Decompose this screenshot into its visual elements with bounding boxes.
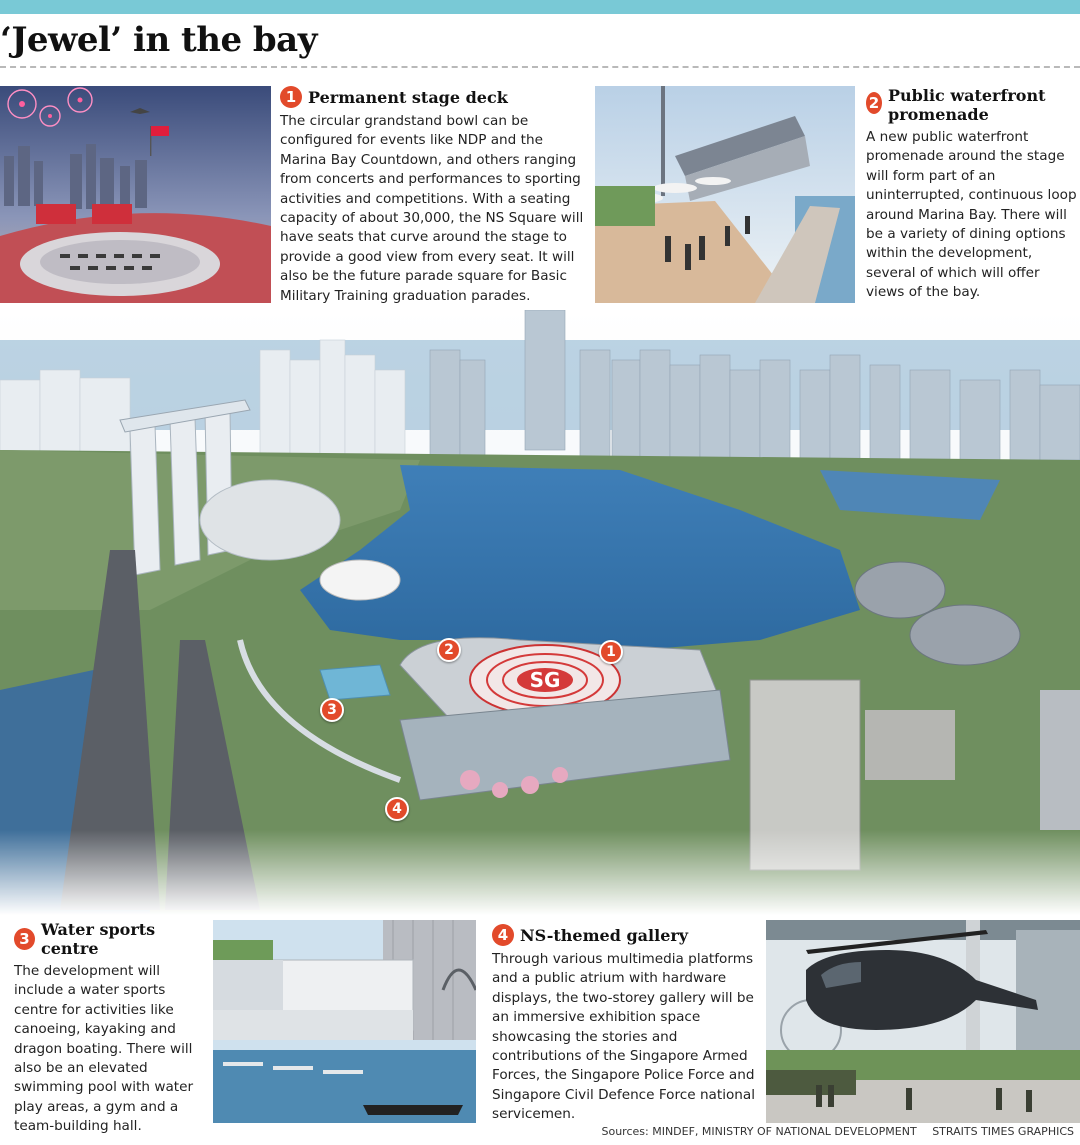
heading-water-sports: Water sports centre (40, 920, 156, 958)
water-sports-photo (213, 920, 476, 1123)
page-title: ‘Jewel’ in the bay (0, 20, 317, 60)
source-credit (602, 1125, 1075, 1138)
title-divider (0, 66, 1080, 68)
number-badge: 4 (492, 924, 514, 946)
ns-gallery-photo (766, 920, 1080, 1123)
top-accent-bar (0, 0, 1080, 14)
text-water-sports: The development will include a water sports centre for activities like canoeing, kayaking and dragon boating. There will also be an elevated swimming pool with water play areas, a gym and a team-building hall. (14, 963, 194, 1135)
aerial-map (0, 310, 1080, 915)
number-badge: 1 (280, 86, 302, 108)
heading-stage-deck: Permanent stage deck (308, 87, 508, 107)
heading-ns-gallery: NS-themed gallery (520, 925, 689, 945)
text-promenade: A new public waterfront promenade around the stage will form part of an uninterrupted, continuous loop around Marina Bay. There will be a variety of dining options within the development, several of which will offer views of the bay. (866, 129, 1077, 301)
map-marker-3: 3 (320, 698, 344, 722)
map-marker-2: 2 (437, 638, 461, 662)
stage-logo-text: SG (529, 668, 561, 692)
number-badge: 3 (14, 928, 35, 950)
number-badge: 2 (866, 92, 882, 114)
text-stage-deck: The circular grandstand bowl can be configured for events like NDP and the Marina Bay Countdown, and others ranging from concerts and performances to sporting activities and competitions. With a seating capacity of about 30,000, the NS Square will have seats that curve around the stage to provide a good view from every seat. It will also be the future parade square for Basic Military Training graduation parades. (280, 113, 584, 304)
caption-water-sports (14, 920, 210, 1137)
map-marker-4: 4 (385, 797, 409, 821)
graphics-credit: STRAITS TIMES GRAPHICS (932, 1125, 1074, 1138)
text-ns-gallery: Through various multimedia platforms and a public atrium with hardware displays, the two-storey gallery will be an immersive exhibition space showcasing the stories and contributions of the Singapore Armed Forces, the Singapore Police Force and Singapore Civil Defence Force national servicemen. (492, 951, 756, 1123)
stage-deck-photo (0, 86, 271, 303)
heading-promenade: Public waterfront promenade (888, 86, 1046, 124)
caption-promenade (866, 86, 1080, 303)
promenade-photo (595, 86, 855, 303)
map-marker-1: 1 (599, 640, 623, 664)
sources-text: Sources: MINDEF, MINISTRY OF NATIONAL DEVELOPMENT (601, 1125, 917, 1138)
caption-ns-gallery (492, 924, 760, 1125)
caption-stage-deck (280, 86, 592, 306)
